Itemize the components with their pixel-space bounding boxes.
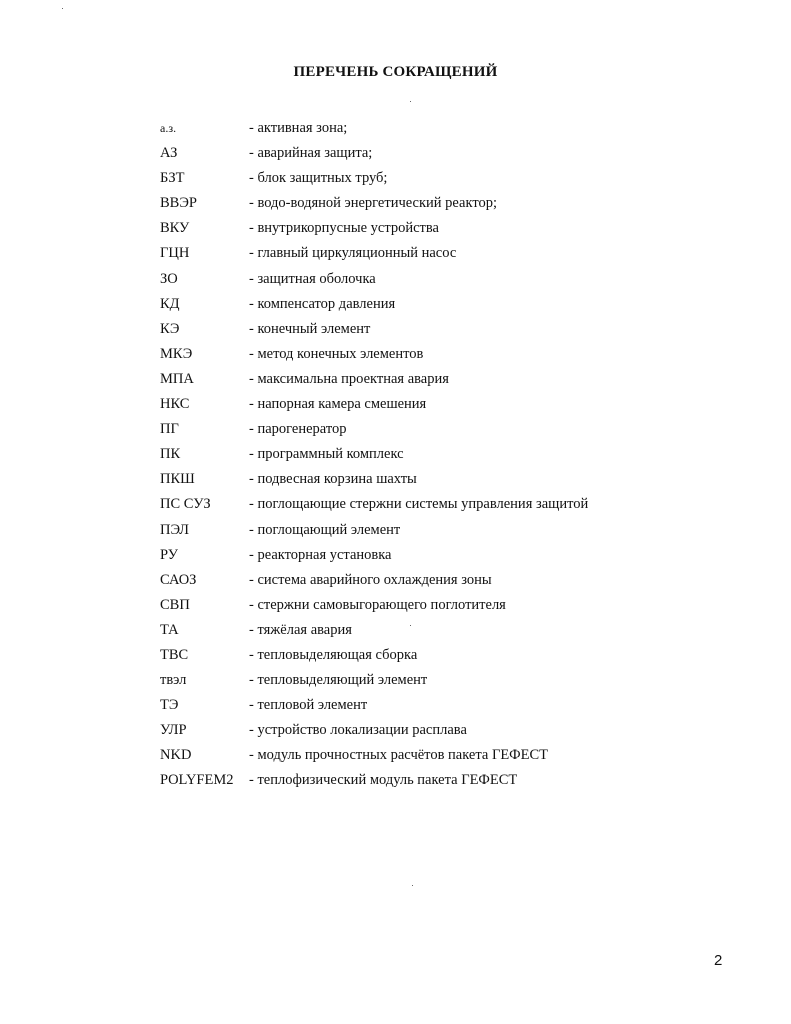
abbreviation-term: ПКШ	[160, 471, 195, 488]
abbreviation-definition: - тепловыделяющий элемент	[249, 672, 428, 689]
abbreviation-definition: - тепловой элемент	[249, 697, 368, 714]
list-item	[160, 417, 720, 442]
abbreviation-definition: - устройство локализации расплава	[249, 722, 467, 739]
list-item	[160, 568, 720, 593]
abbreviation-term: ТЭ	[160, 697, 179, 714]
list-item	[160, 241, 720, 266]
abbreviation-term: УЛР	[160, 722, 187, 739]
list-item	[160, 593, 720, 618]
abbreviation-term: ТА	[160, 621, 179, 638]
list-item	[160, 191, 720, 216]
abbreviation-definition: - программный комплекс	[249, 446, 404, 463]
abbreviation-definition: - блок защитных труб;	[249, 170, 388, 187]
abbreviation-term: ПЭЛ	[160, 521, 189, 538]
abbreviation-term: ТВС	[160, 646, 189, 663]
abbreviation-definition: - поглощающие стержни системы управления защитой	[249, 496, 589, 513]
abbreviation-definition: - стержни самовыгорающего поглотителя	[249, 596, 506, 613]
abbreviation-list	[160, 116, 720, 794]
abbreviation-definition: - максимальна проектная авария	[249, 370, 449, 387]
list-item	[160, 668, 720, 693]
abbreviation-definition: - поглощающий элемент	[249, 521, 401, 538]
page-number: 2	[714, 952, 723, 969]
list-item	[160, 141, 720, 166]
abbreviation-term: ПС СУЗ	[160, 496, 211, 513]
list-item	[160, 543, 720, 568]
list-item	[160, 743, 720, 768]
list-item	[160, 342, 720, 367]
abbreviation-term: POLYFEM2	[160, 772, 234, 789]
abbreviation-term: NKD	[160, 747, 192, 764]
abbreviation-definition: - главный циркуляционный насос	[249, 245, 457, 262]
list-item	[160, 317, 720, 342]
abbreviation-definition: - система аварийного охлаждения зоны	[249, 571, 492, 588]
list-item	[160, 518, 720, 543]
abbreviation-definition: - метод конечных элементов	[249, 345, 424, 362]
abbreviation-term: ЗО	[160, 270, 178, 287]
abbreviation-term: САОЗ	[160, 571, 197, 588]
list-item	[160, 392, 720, 417]
scan-speck	[410, 625, 411, 626]
list-item	[160, 442, 720, 467]
abbreviation-definition: - тяжёлая авария	[249, 621, 352, 638]
abbreviation-term: ПК	[160, 446, 181, 463]
list-item	[160, 116, 720, 141]
list-item	[160, 367, 720, 392]
abbreviation-definition: - модуль прочностных расчётов пакета ГЕФЕСТ	[249, 747, 549, 764]
list-item	[160, 267, 720, 292]
abbreviation-term: ГЦН	[160, 245, 190, 262]
scan-speck	[410, 101, 411, 102]
scan-speck	[62, 8, 63, 9]
abbreviation-term: ВКУ	[160, 220, 190, 237]
list-item	[160, 768, 720, 793]
abbreviation-definition: - компенсатор давления	[249, 295, 396, 312]
abbreviation-term: АЗ	[160, 145, 178, 162]
page-title: ПЕРЕЧЕНЬ СОКРАЩЕНИЙ	[293, 64, 498, 80]
abbreviation-definition: - реакторная установка	[249, 546, 392, 563]
abbreviation-definition: - конечный элемент	[249, 320, 371, 337]
abbreviation-term: СВП	[160, 596, 190, 613]
abbreviation-term: КД	[160, 295, 180, 312]
abbreviation-definition: - водо-водяной энергетический реактор;	[249, 195, 498, 212]
abbreviation-term: БЗТ	[160, 170, 185, 187]
abbreviation-definition: - аварийная защита;	[249, 145, 373, 162]
list-item	[160, 216, 720, 241]
abbreviation-definition: - активная зона;	[249, 120, 348, 136]
abbreviation-term: ПГ	[160, 421, 179, 438]
abbreviation-definition: - парогенератор	[249, 421, 347, 438]
abbreviation-definition: - напорная камера смешения	[249, 396, 427, 413]
abbreviation-term: КЭ	[160, 320, 180, 337]
abbreviation-term: МКЭ	[160, 345, 193, 362]
list-item	[160, 166, 720, 191]
abbreviation-term: твэл	[160, 672, 187, 689]
abbreviation-definition: - тепловыделяющая сборка	[249, 646, 418, 663]
abbreviation-term: МПА	[160, 370, 194, 387]
list-item	[160, 693, 720, 718]
abbreviation-term: ВВЭР	[160, 195, 197, 212]
list-item	[160, 492, 720, 517]
list-item	[160, 643, 720, 668]
abbreviation-term: НКС	[160, 396, 190, 413]
abbreviation-definition: - защитная оболочка	[249, 270, 376, 287]
abbreviation-definition: - внутрикорпусные устройства	[249, 220, 439, 237]
abbreviation-term: а.з.	[160, 121, 177, 135]
abbreviation-definition: - подвесная корзина шахты	[249, 471, 417, 488]
abbreviation-definition: - теплофизический модуль пакета ГЕФЕСТ	[249, 772, 518, 789]
list-item	[160, 718, 720, 743]
scan-speck	[412, 885, 413, 886]
list-item	[160, 292, 720, 317]
list-item	[160, 618, 720, 643]
list-item	[160, 467, 720, 492]
abbreviation-term: РУ	[160, 546, 178, 563]
